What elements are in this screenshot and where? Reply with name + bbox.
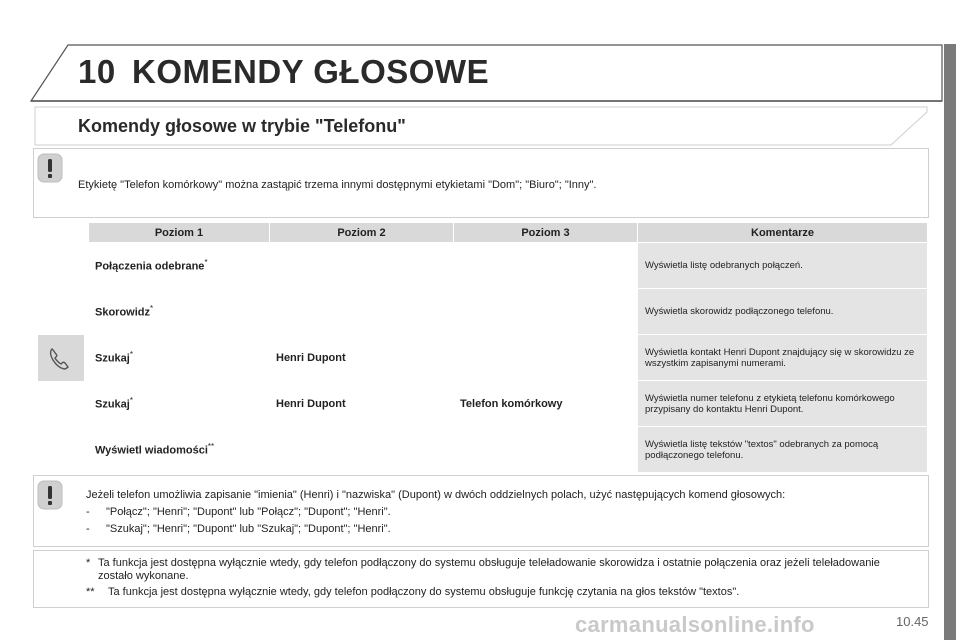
- table-header-level1: Poziom 1: [89, 223, 270, 243]
- list-bullet: -: [86, 523, 90, 535]
- row2-level2: [270, 289, 454, 335]
- table-row: [33, 243, 928, 289]
- row3-level1: Szukaj*: [89, 335, 270, 381]
- row4-level1: Szukaj*: [89, 381, 270, 427]
- table-row: [33, 381, 928, 427]
- row2-level1: Skorowidz*: [89, 289, 270, 335]
- row5-level3: [454, 427, 638, 473]
- chapter-title: KOMENDY GŁOSOWE: [132, 53, 490, 90]
- warning-exclamation-icon: [36, 479, 64, 511]
- list-item-text: "Szukaj"; "Henri"; "Dupont" lub "Szukaj"; "Dupont"; "Henri".: [106, 523, 391, 535]
- footnote-mark: **: [86, 586, 95, 598]
- row4-level3: Telefon komórkowy: [454, 381, 638, 427]
- row5-level1: Wyświetl wiadomości**: [89, 427, 270, 473]
- row3-comment: Wyświetla kontakt Henri Dupont znajdujący się w skorowidzu ze wszystkim zapisanymi numerami.: [638, 335, 928, 381]
- list-bullet: -: [86, 506, 90, 518]
- footnote-mark: *: [86, 557, 91, 569]
- row2-level3: [454, 289, 638, 335]
- watermark: carmanualsonline.info: [575, 612, 815, 637]
- row5-level2: [270, 427, 454, 473]
- table-row: [33, 427, 928, 473]
- table-row: [33, 289, 928, 335]
- info-note-text: Etykietę "Telefon komórkowy" można zastąpić trzema innymi dostępnymi etykietami "Dom"; "Biuro"; "Inny".: [78, 179, 597, 191]
- list-item: [86, 504, 785, 521]
- row4-comment: Wyświetla numer telefonu z etykietą telefonu komórkowego przypisany do kontaktu Henri Dupont.: [638, 381, 928, 427]
- footnotes: [86, 557, 916, 602]
- info-note-2-intro: Jeżeli telefon umożliwia zapisanie "imienia" (Henri) i "nazwiska" (Dupont) w dwóch oddzielnych polach, użyć następujących komend głosowych:: [86, 489, 786, 501]
- row2-comment: Wyświetla skorowidz podłączonego telefonu.: [638, 289, 928, 335]
- footnote-text: Ta funkcja jest dostępna wyłącznie wtedy, gdy telefon podłączony do systemu obsługuje funkcję czytania na głos tekstów "textos".: [108, 586, 740, 598]
- row1-level3: [454, 243, 638, 289]
- footnote-text: Ta funkcja jest dostępna wyłącznie wtedy, gdy telefon podłączony do systemu obsługuje teleładowanie skorowidza i ostatnie połączenia oraz jeżeli teleładowanie zostało wykonane.: [98, 557, 880, 582]
- page-number: 10.45: [896, 614, 929, 629]
- phone-icon-cell: [33, 243, 89, 473]
- table-header-comments: Komentarze: [638, 223, 928, 243]
- row5-comment: Wyświetla listę tekstów "textos" odebranych za pomocą podłączonego telefonu.: [638, 427, 928, 473]
- table-header-level3: Poziom 3: [454, 223, 638, 243]
- voice-commands-table: [33, 223, 928, 472]
- section-title: Komendy głosowe w trybie "Telefonu": [78, 116, 406, 136]
- row1-comment: Wyświetla listę odebranych połączeń.: [638, 243, 928, 289]
- info-note-2-body: [86, 487, 785, 538]
- row3-level3: [454, 335, 638, 381]
- table-header-level2: Poziom 2: [270, 223, 454, 243]
- phone-handset-icon: [38, 335, 84, 381]
- row1-level2: [270, 243, 454, 289]
- chapter-number: 10: [78, 53, 116, 90]
- footnote-1: [86, 557, 916, 583]
- warning-exclamation-icon: [36, 152, 64, 184]
- list-item: [86, 521, 785, 538]
- row3-level2: Henri Dupont: [270, 335, 454, 381]
- page-edge-rail: [944, 44, 956, 640]
- table-header-row: [33, 223, 928, 243]
- row4-level2: Henri Dupont: [270, 381, 454, 427]
- footnote-2: [86, 586, 916, 599]
- table-header-icon-column: [33, 223, 89, 243]
- list-item-text: "Połącz"; "Henri"; "Dupont" lub "Połącz"; "Dupont"; "Henri".: [106, 506, 391, 518]
- table-row: [33, 335, 928, 381]
- row1-level1: Połączenia odebrane*: [89, 243, 270, 289]
